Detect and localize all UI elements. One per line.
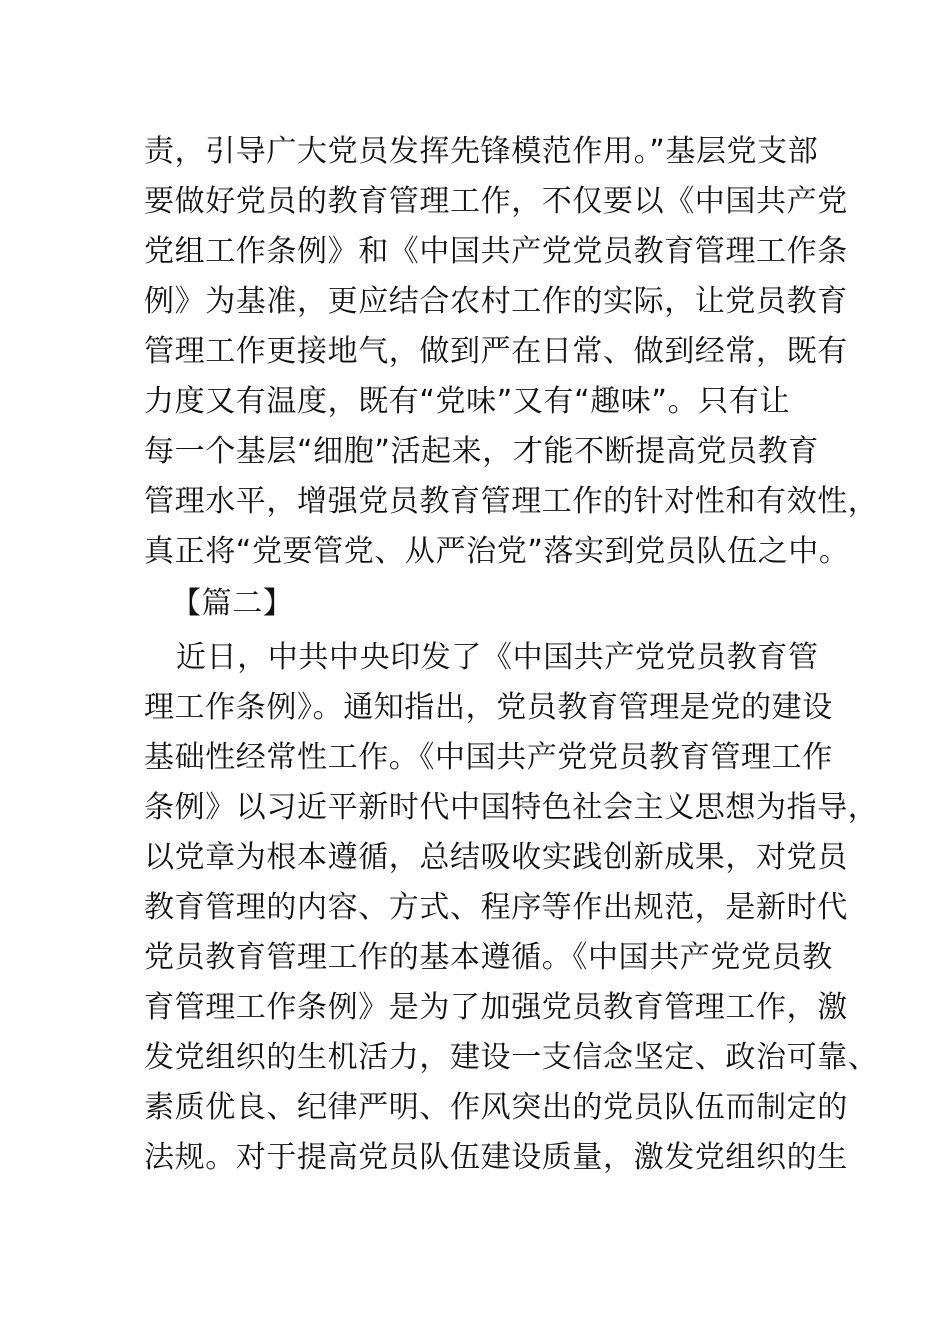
paragraph-line: 管理工作更接地气，做到严在日常、做到经常，既有 [144,334,848,369]
paragraph-line: 发党组织的生机活力，建设一支信念坚定、政治可靠、 [144,1040,879,1075]
paragraph-line: 素质优良、纪律严明、作风突出的党员队伍而制定的 [144,1090,848,1125]
paragraph-line: 力度又有温度，既有“党味”又有“趣味”。只有让 [144,384,790,419]
paragraph-line: 要做好党员的教育管理工作，不仅要以《中国共产党 [144,184,848,219]
section-heading: 【篇二】 [171,586,294,621]
paragraph-line: 以党章为根本遵循，总结吸收实践创新成果，对党员 [144,840,848,875]
paragraph-line: 管理水平，增强党员教育管理工作的针对性和有效性， [144,484,879,519]
paragraph-line: 法规。对于提高党员队伍建设质量，激发党组织的生 [144,1140,848,1175]
paragraph-line: 育管理工作条例》是为了加强党员教育管理工作，激 [144,990,848,1025]
paragraph-line: 每一个基层“细胞”活起来，才能不断提高党员教育 [144,434,819,469]
paragraph-line: 理工作条例》。通知指出，党员教育管理是党的建设 [144,690,833,725]
paragraph-line: 真正将“党要管党、从严治党”落实到党员队伍之中。 [144,534,850,569]
paragraph-line: 党员教育管理工作的基本遵循。《中国共产党党员教 [144,940,833,975]
paragraph-line: 例》为基准，更应结合农村工作的实际，让党员教育 [144,284,848,319]
paragraph-line: 党组工作条例》和《中国共产党党员教育管理工作条 [144,234,848,269]
paragraph-line: 基础性经常性工作。《中国共产党党员教育管理工作 [144,740,833,775]
paragraph-line: 近日，中共中央印发了《中国共产党党员教育管 [176,640,819,675]
paragraph-line: 条例》以习近平新时代中国特色社会主义思想为指导， [144,790,879,825]
paragraph-line: 教育管理的内容、方式、程序等作出规范，是新时代 [144,890,848,925]
paragraph-line: 责，引导广大党员发挥先锋模范作用。”基层党支部 [144,134,819,169]
